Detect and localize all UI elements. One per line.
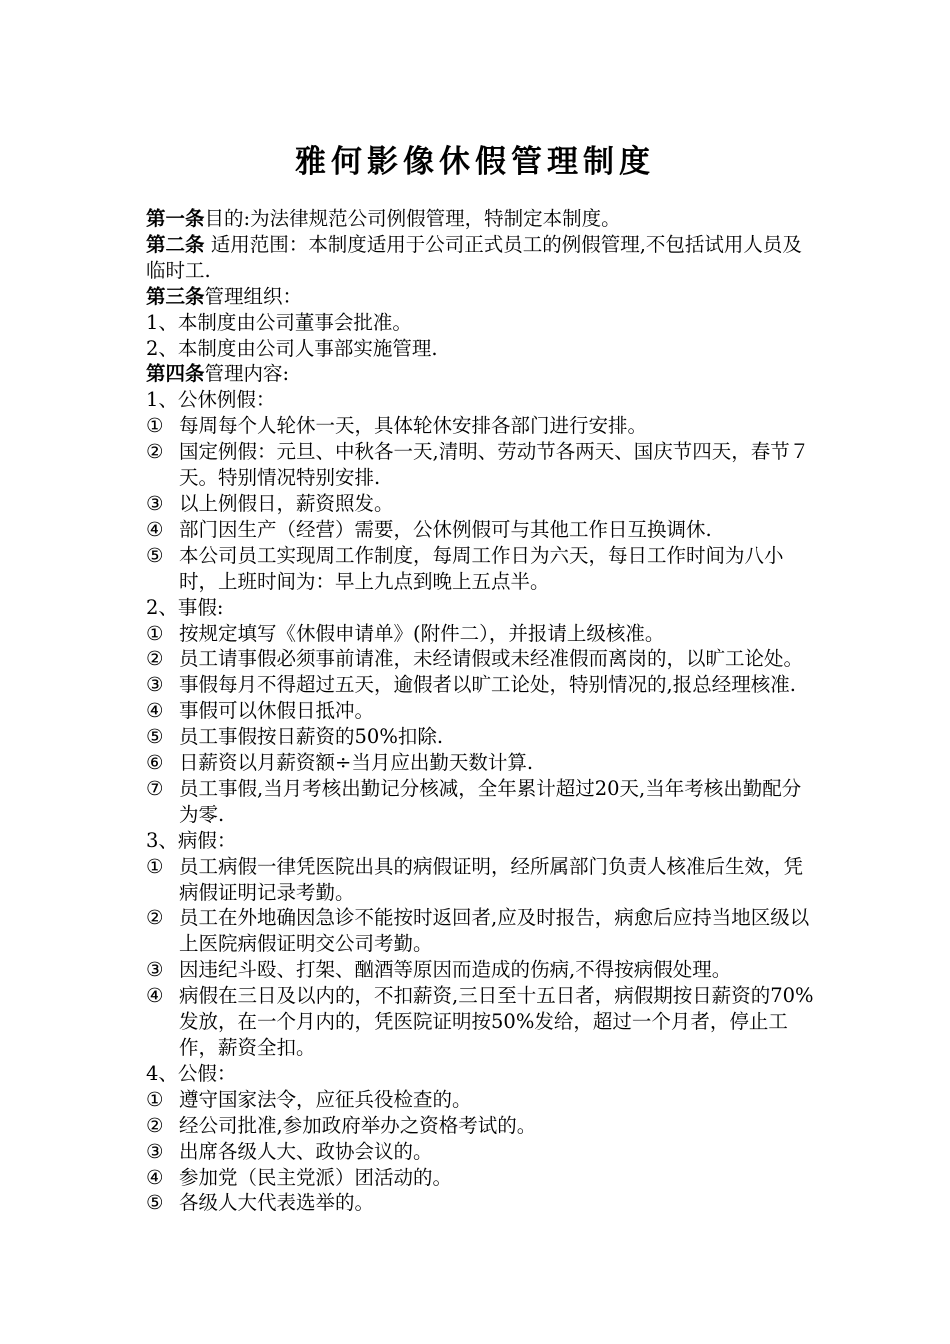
item-text: 员工在外地确因急诊不能按时返回者,应及时报告，病愈后应持当地区级以上医院病假证明交公司考勤。: [179, 906, 810, 956]
list-item: [146, 1087, 818, 1113]
article-1: [146, 206, 818, 232]
list-item: [146, 672, 818, 698]
item-text: 员工事假按日薪资的50%扣除.: [179, 725, 444, 749]
item-text: 各级人大代表选举的。: [179, 1191, 375, 1215]
item-text: 出席各级人大、政协会议的。: [179, 1139, 433, 1163]
item-marker: ③: [146, 958, 164, 982]
item-text: 遵守国家法令，应征兵役检查的。: [179, 1087, 472, 1111]
item-marker: ③: [146, 673, 164, 697]
item-marker: ④: [146, 1165, 164, 1189]
list-item: [146, 854, 818, 906]
item-marker: ②: [146, 440, 164, 464]
item-text: 日薪资以月薪资额÷当月应出勤天数计算.: [179, 751, 534, 775]
article-4: [146, 361, 818, 387]
article-3-item: 2、本制度由公司人事部实施管理.: [146, 336, 438, 360]
article-2-label: 第二条: [146, 232, 205, 256]
item-marker: ①: [146, 854, 164, 878]
list-item: [146, 491, 818, 517]
article-3-label: 第三条: [146, 284, 205, 308]
item-text: 事假可以休假日抵冲。: [179, 699, 375, 723]
item-marker: ⑥: [146, 751, 164, 775]
list-item: [146, 439, 818, 491]
list-item: [146, 776, 818, 828]
article-3-item: 1、本制度由公司董事会批准。: [146, 310, 412, 334]
list-item: [146, 957, 818, 983]
item-text: 以上例假日，薪资照发。: [179, 491, 394, 515]
list-item: [146, 646, 818, 672]
list-item: [146, 983, 818, 1061]
item-text: 参加党（民主党派）团活动的。: [179, 1165, 453, 1189]
item-marker: ③: [146, 1139, 164, 1163]
article-2-text: 适用范围：本制度适用于公司正式员工的例假管理,不包括试用人员及临时工.: [146, 232, 802, 282]
item-text: 员工病假一律凭医院出具的病假证明，经所属部门负责人核准后生效，凭病假证明记录考勤。: [179, 854, 804, 904]
item-marker: ①: [146, 1087, 164, 1111]
article-2: [146, 232, 818, 284]
item-marker: ②: [146, 906, 164, 930]
article-1-label: 第一条: [146, 207, 205, 230]
list-item: [146, 750, 818, 776]
item-marker: ⑤: [146, 543, 164, 567]
article-4-text: 管理内容:: [204, 362, 290, 386]
item-text: 员工事假,当月考核出勤记分核减，全年累计超过20天,当年考核出勤配分为零.: [179, 776, 802, 826]
list-item: [146, 621, 818, 647]
list-item: [146, 413, 818, 439]
item-marker: ②: [146, 1113, 164, 1137]
section-heading-official-leave: 4、公假：: [146, 1061, 237, 1085]
item-text: 每周每个人轮休一天，具体轮休安排各部门进行安排。: [179, 414, 648, 438]
item-text: 部门因生产（经营）需要，公休例假可与其他工作日互换调休.: [179, 517, 712, 541]
item-text: 事假每月不得超过五天，逾假者以旷工论处，特别情况的,报总经理核准.: [179, 673, 796, 697]
item-text: 本公司员工实现周工作制度，每周工作日为六天，每日工作时间为八小时，上班时间为：早上九点到晚上五点半。: [179, 543, 784, 593]
section-heading-personal-leave: 2、事假:: [146, 595, 224, 619]
article-3: [146, 284, 818, 310]
article-4-label: 第四条: [146, 362, 205, 386]
item-text: 经公司批准,参加政府举办之资格考试的。: [179, 1113, 537, 1137]
item-text: 员工请事假必须事前请准，未经请假或未经准假而离岗的，以旷工论处。: [179, 647, 804, 671]
list-item: [146, 905, 818, 957]
document-body: [146, 206, 818, 1216]
list-item: [146, 517, 818, 543]
list-item: [146, 543, 818, 595]
item-text: 病假在三日及以内的，不扣薪资,三日至十五日者，病假期按日薪资的70%发放，在一个月内的，凭医院证明按50%发给，超过一个月者，停止工作，薪资全扣。: [179, 984, 814, 1059]
list-item: [146, 1139, 818, 1165]
list-item: [146, 1190, 818, 1216]
item-marker: ②: [146, 647, 164, 671]
list-item: [146, 1113, 818, 1139]
item-marker: ④: [146, 984, 164, 1008]
section-heading-public-holiday: 1、公休例假：: [146, 388, 276, 412]
item-marker: ⑤: [146, 725, 164, 749]
item-marker: ⑦: [146, 776, 164, 800]
item-marker: ①: [146, 621, 164, 645]
list-item: [146, 724, 818, 750]
item-text: 国定例假：元旦、中秋各一天,清明、劳动节各两天、国庆节四天，春节７天。特别情况特别安排.: [179, 440, 810, 490]
article-1-text: 目的:为法律规范公司例假管理，特制定本制度。: [204, 207, 621, 230]
item-marker: ⑤: [146, 1191, 164, 1215]
article-3-text: 管理组织：: [204, 284, 303, 308]
item-marker: ①: [146, 414, 164, 438]
list-item: [146, 1165, 818, 1191]
item-marker: ③: [146, 491, 164, 515]
item-marker: ④: [146, 699, 164, 723]
item-text: 按规定填写《休假申请单》(附件二），并报请上级核准。: [179, 621, 665, 645]
item-text: 因违纪斗殴、打架、酗酒等原因而造成的伤病,不得按病假处理。: [179, 958, 732, 982]
list-item: [146, 698, 818, 724]
section-heading-sick-leave: 3、病假：: [146, 828, 237, 852]
item-marker: ④: [146, 517, 164, 541]
document-title: 雅何影像休假管理制度: [295, 144, 655, 180]
